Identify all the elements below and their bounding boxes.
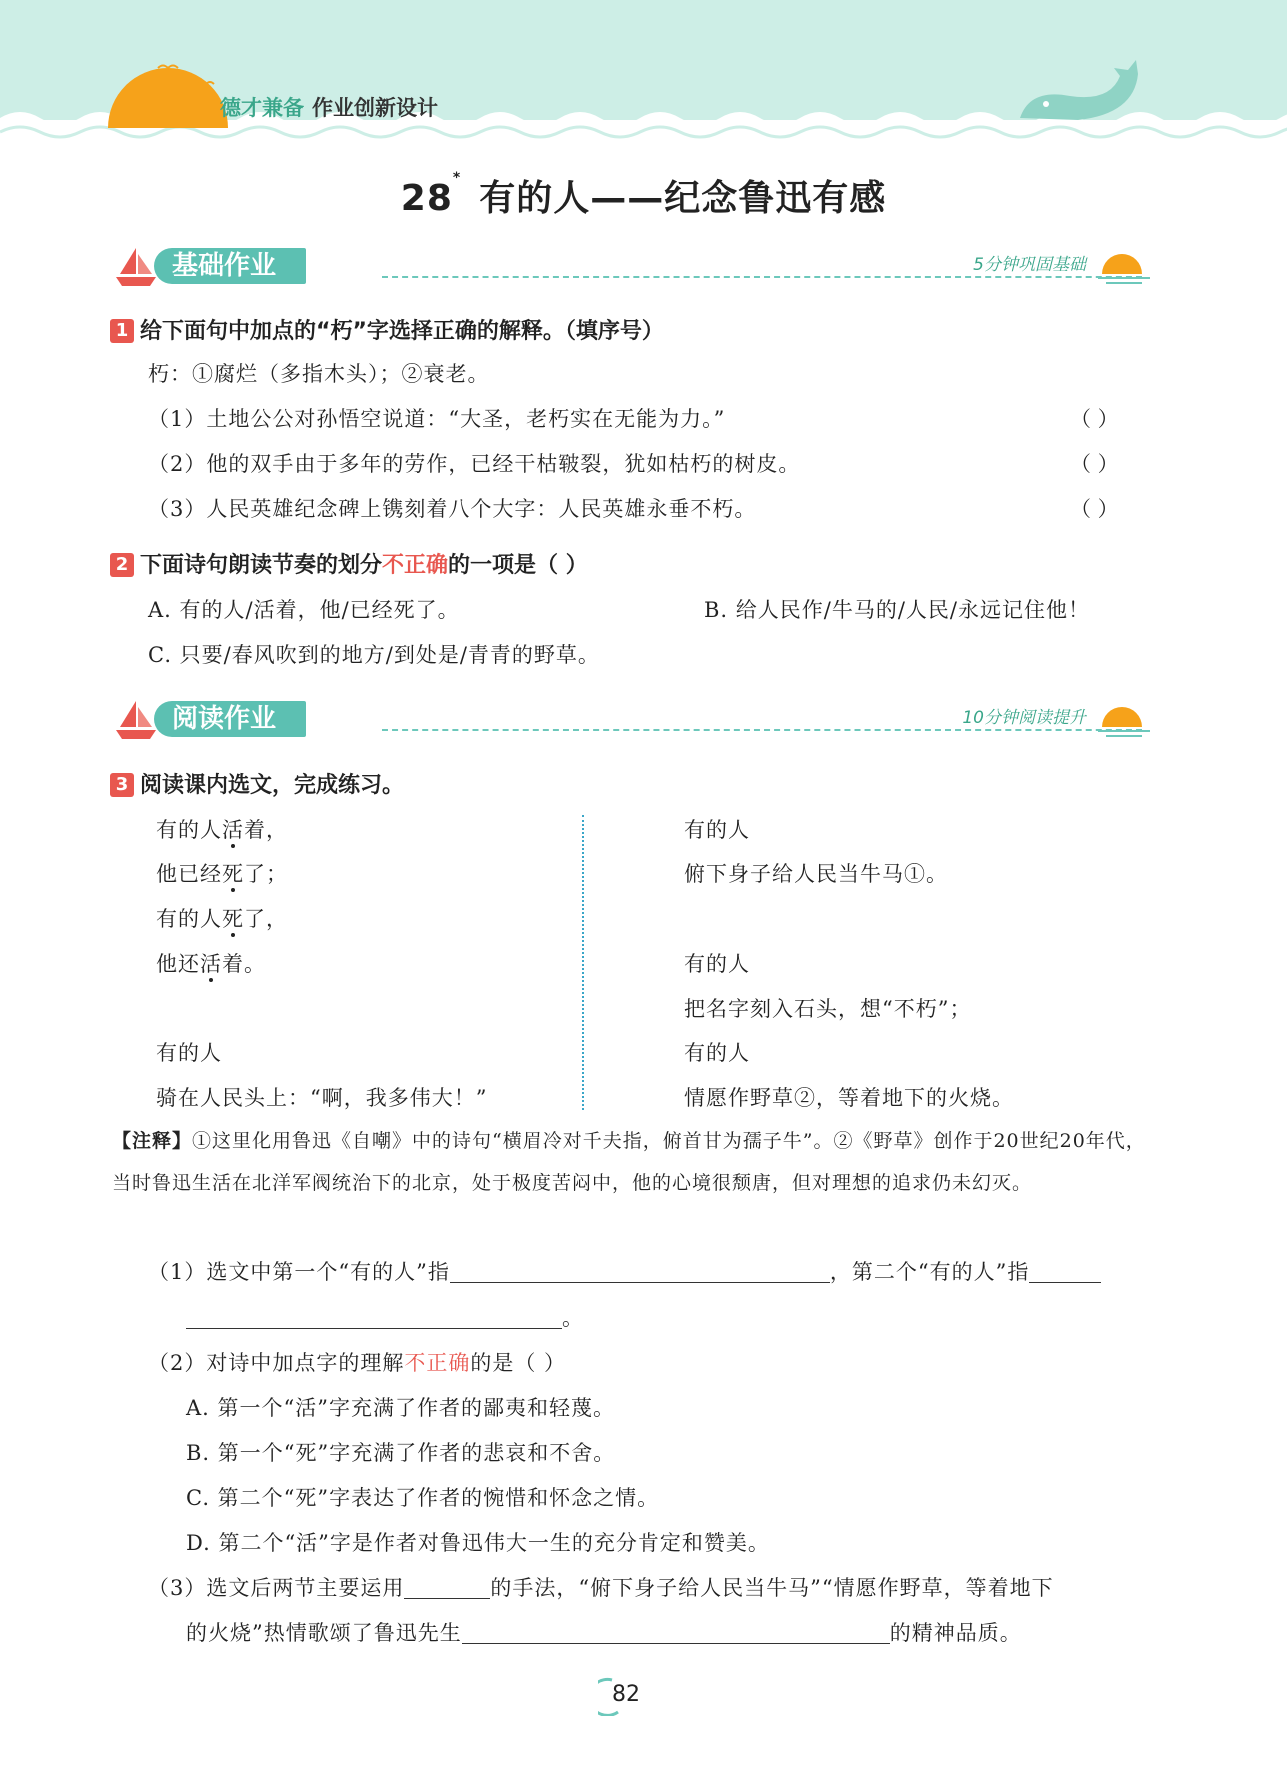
header-banner [0, 0, 1287, 150]
answer-blank[interactable] [1029, 1260, 1101, 1283]
q3-sub3-text-b: 的手法，“俯下身子给人民当牛马”“情愿作野草，等着地下 [490, 1576, 1054, 1600]
poem-line: 俯下身子给人民当牛马①。 [684, 862, 948, 886]
question-prompt: 给下面句中加点的“朽”字选择正确的解释。（填序号） [140, 319, 664, 344]
sunset-icon [1096, 248, 1152, 286]
definition-line: 朽：①腐烂（多指木头）；②衰老。 [148, 362, 490, 386]
q3-sub3-text-a: （3）选文后两节主要运用 [148, 1576, 405, 1600]
section-basic-label: 基础作业 [154, 248, 306, 284]
question-number: 3 [110, 773, 134, 797]
q3-sub2-option-b[interactable]: B. 第一个“死”字充满了作者的悲哀和不舍。 [186, 1441, 616, 1465]
lesson-star: * [452, 170, 462, 186]
note-label: 【注释】 [112, 1130, 193, 1152]
answer-paren[interactable]: （ ） [1070, 452, 1119, 476]
sailboat-icon [112, 697, 158, 743]
poem-line: 骑在人民头上：“啊，我多伟大！” [156, 1086, 488, 1110]
answer-paren[interactable]: （ ） [1070, 407, 1119, 431]
q3-sub2-text-b: 的是（ ） [470, 1351, 567, 1375]
section-divider [382, 276, 1142, 278]
poem-line: 有的人 [156, 1041, 222, 1065]
q3-sub1-continue [186, 1302, 584, 1332]
answer-blank[interactable] [404, 1576, 490, 1599]
q3-sub2-option-a[interactable]: A. 第一个“活”字充满了作者的鄙夷和轻蔑。 [186, 1396, 615, 1420]
q1-item-2: （2）他的双手由于多年的劳作，已经干枯皲裂，犹如枯朽的树皮。 [148, 452, 801, 476]
poem-line: 情愿作野草②，等着地下的火烧。 [684, 1086, 1014, 1110]
question-prompt-end: 的一项是（ ） [448, 553, 588, 578]
question-number: 2 [110, 553, 134, 577]
q1-item-3: （3）人民英雄纪念碑上镌刻着八个大字：人民英雄永垂不朽。 [148, 497, 757, 521]
q3-sub3 [148, 1572, 1054, 1602]
q3-sub1 [148, 1256, 1101, 1286]
poem-line: 有的人活着， [156, 818, 288, 842]
answer-blank[interactable] [462, 1621, 890, 1644]
lesson-number: 28 [400, 178, 453, 219]
poem-line: 有的人 [684, 818, 750, 842]
section-divider [382, 729, 1142, 731]
question-1 [110, 314, 664, 345]
annotation-note [112, 1120, 1147, 1204]
q3-sub1-end: 。 [562, 1306, 584, 1330]
sailboat-icon [112, 244, 158, 290]
q3-sub2-text-a: （2）对诗中加点字的理解 [148, 1351, 405, 1375]
q2-option-a[interactable]: A. 有的人/活着，他/已经死了。 [148, 598, 460, 622]
poem-line: 他还活着。 [156, 952, 266, 976]
q3-sub3-continue [186, 1617, 1022, 1647]
brand-green-text: 德才兼备 [220, 96, 304, 120]
section-basic-subtitle: 5分钟巩固基础 [967, 250, 1092, 275]
page-number: 82 [612, 1682, 640, 1707]
brand-title [220, 92, 438, 122]
q3-sub3-text-d: 的精神品质。 [889, 1621, 1022, 1645]
q2-option-c[interactable]: C. 只要/春风吹到的地方/到处是/青青的野草。 [148, 643, 600, 667]
page-title [0, 170, 1287, 221]
answer-paren[interactable]: （ ） [1070, 497, 1119, 521]
question-prompt: 下面诗句朗读节奏的划分 [140, 553, 383, 578]
q3-sub2-option-d[interactable]: D. 第二个“活”字是作者对鲁迅伟大一生的充分肯定和赞美。 [186, 1531, 770, 1555]
question-number: 1 [110, 319, 134, 343]
poem-line: 他已经死了； [156, 862, 288, 886]
lesson-title: 有的人——纪念鲁迅有感 [479, 178, 887, 219]
q3-sub1-text-a: （1）选文中第一个“有的人”指 [148, 1260, 450, 1284]
poem-line: 把名字刻入石头，想“不朽”； [684, 997, 972, 1021]
q3-sub2-option-c[interactable]: C. 第二个“死”字表达了作者的惋惜和怀念之情。 [186, 1486, 660, 1510]
question-2 [110, 548, 588, 579]
poem-line: 有的人 [684, 1041, 750, 1065]
section-basic [112, 244, 1152, 294]
poem-divider [582, 815, 584, 1110]
question-prompt: 阅读课内选文，完成练习。 [140, 773, 405, 798]
answer-blank[interactable] [450, 1260, 830, 1283]
question-emphasis: 不正确 [382, 553, 449, 578]
q3-sub2-emphasis: 不正确 [404, 1351, 471, 1375]
q3-sub3-text-c: 的火烧”热情歌颂了鲁迅先生 [186, 1621, 462, 1645]
q2-option-b[interactable]: B. 给人民作/牛马的/人民/永远记住他！ [704, 598, 1091, 622]
q3-sub1-text-b: ，第二个“有的人”指 [829, 1260, 1030, 1284]
poem-line: 有的人 [684, 952, 750, 976]
q3-sub2 [148, 1347, 566, 1377]
section-reading [112, 697, 1152, 747]
note-text: ①这里化用鲁迅《自嘲》中的诗句“横眉冷对千夫指，俯首甘为孺子牛”。②《野草》创作于20世纪20年代，当时鲁迅生活在北洋军阀统治下的北京，处于极度苦闷中，他的心境很颓唐，但对理想的追求仍未幻灭。 [112, 1130, 1146, 1194]
section-reading-label: 阅读作业 [154, 701, 306, 737]
brand-dark-text: 作业创新设计 [312, 96, 438, 120]
answer-blank[interactable] [186, 1306, 562, 1329]
sunset-icon [1096, 701, 1152, 739]
poem-line: 有的人死了， [156, 907, 288, 931]
section-reading-subtitle: 10分钟阅读提升 [956, 703, 1092, 728]
question-3 [110, 768, 404, 799]
q1-item-1: （1）土地公公对孙悟空说道：“大圣，老朽实在无能为力。” [148, 407, 726, 431]
